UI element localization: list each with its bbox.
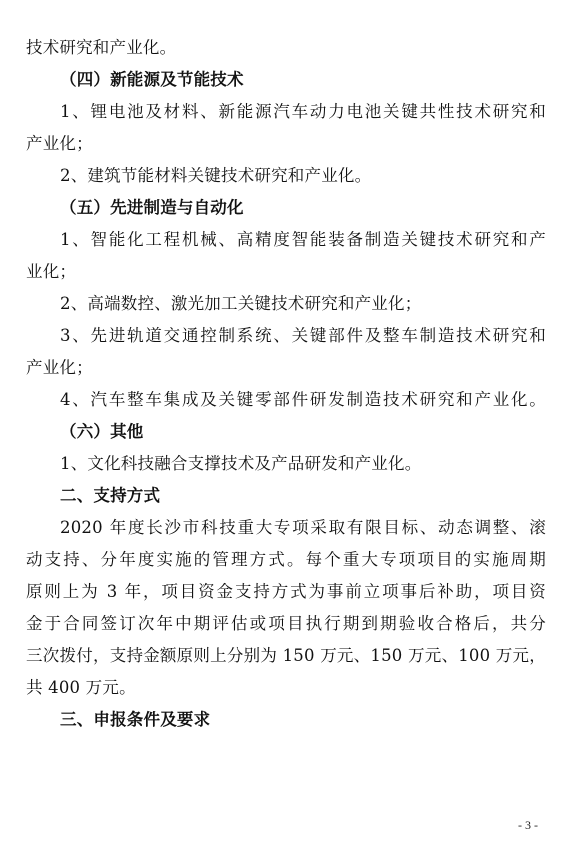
document-body [26,32,546,736]
list-item: 1、文化科技融合支撑技术及产品研发和产业化。 [60,454,422,473]
list-item: 1、锂电池及材料、新能源汽车动力电池关键共性技术研究和 [60,102,546,121]
section-heading: 三、申报条件及要求 [60,710,211,729]
paragraph-line: 共 400 万元。 [26,678,136,697]
paragraph-line: 原则上为 3 年，项目资金支持方式为事前立项事后补助，项目资 [26,582,546,601]
list-item: 1、智能化工程机械、高精度智能装备制造关键技术研究和产 [60,230,546,249]
body-line: 业化； [26,262,77,281]
section-subheading: （五）先进制造与自动化 [60,198,244,217]
list-item: 2、建筑节能材料关键技术研究和产业化。 [60,166,372,185]
paragraph-line: 动支持、分年度实施的管理方式。每个重大专项项目的实施周期 [26,550,546,569]
list-item: 2、高端数控、激光加工关键技术研究和产业化； [60,294,422,313]
body-line: 产业化； [26,134,93,153]
paragraph-line: 金于合同签订次年中期评估或项目执行期到期验收合格后，共分 [26,614,546,633]
section-subheading: （六）其他 [60,422,144,441]
body-line: 产业化； [26,358,93,377]
section-subheading: （四）新能源及节能技术 [60,70,244,89]
paragraph-line: 2020 年度长沙市科技重大专项采取有限目标、动态调整、滚 [60,518,546,537]
section-heading: 二、支持方式 [60,486,161,505]
list-item: 3、先进轨道交通控制系统、关键部件及整车制造技术研究和 [60,326,546,345]
paragraph-line: 三次拨付，支持金额原则上分别为 150 万元、150 万元、100 万元， [26,646,546,665]
page-number: - 3 - [518,818,538,832]
body-line: 技术研究和产业化。 [26,38,177,57]
list-item: 4、汽车整车集成及关键零部件研发制造技术研究和产业化。 [60,390,546,409]
